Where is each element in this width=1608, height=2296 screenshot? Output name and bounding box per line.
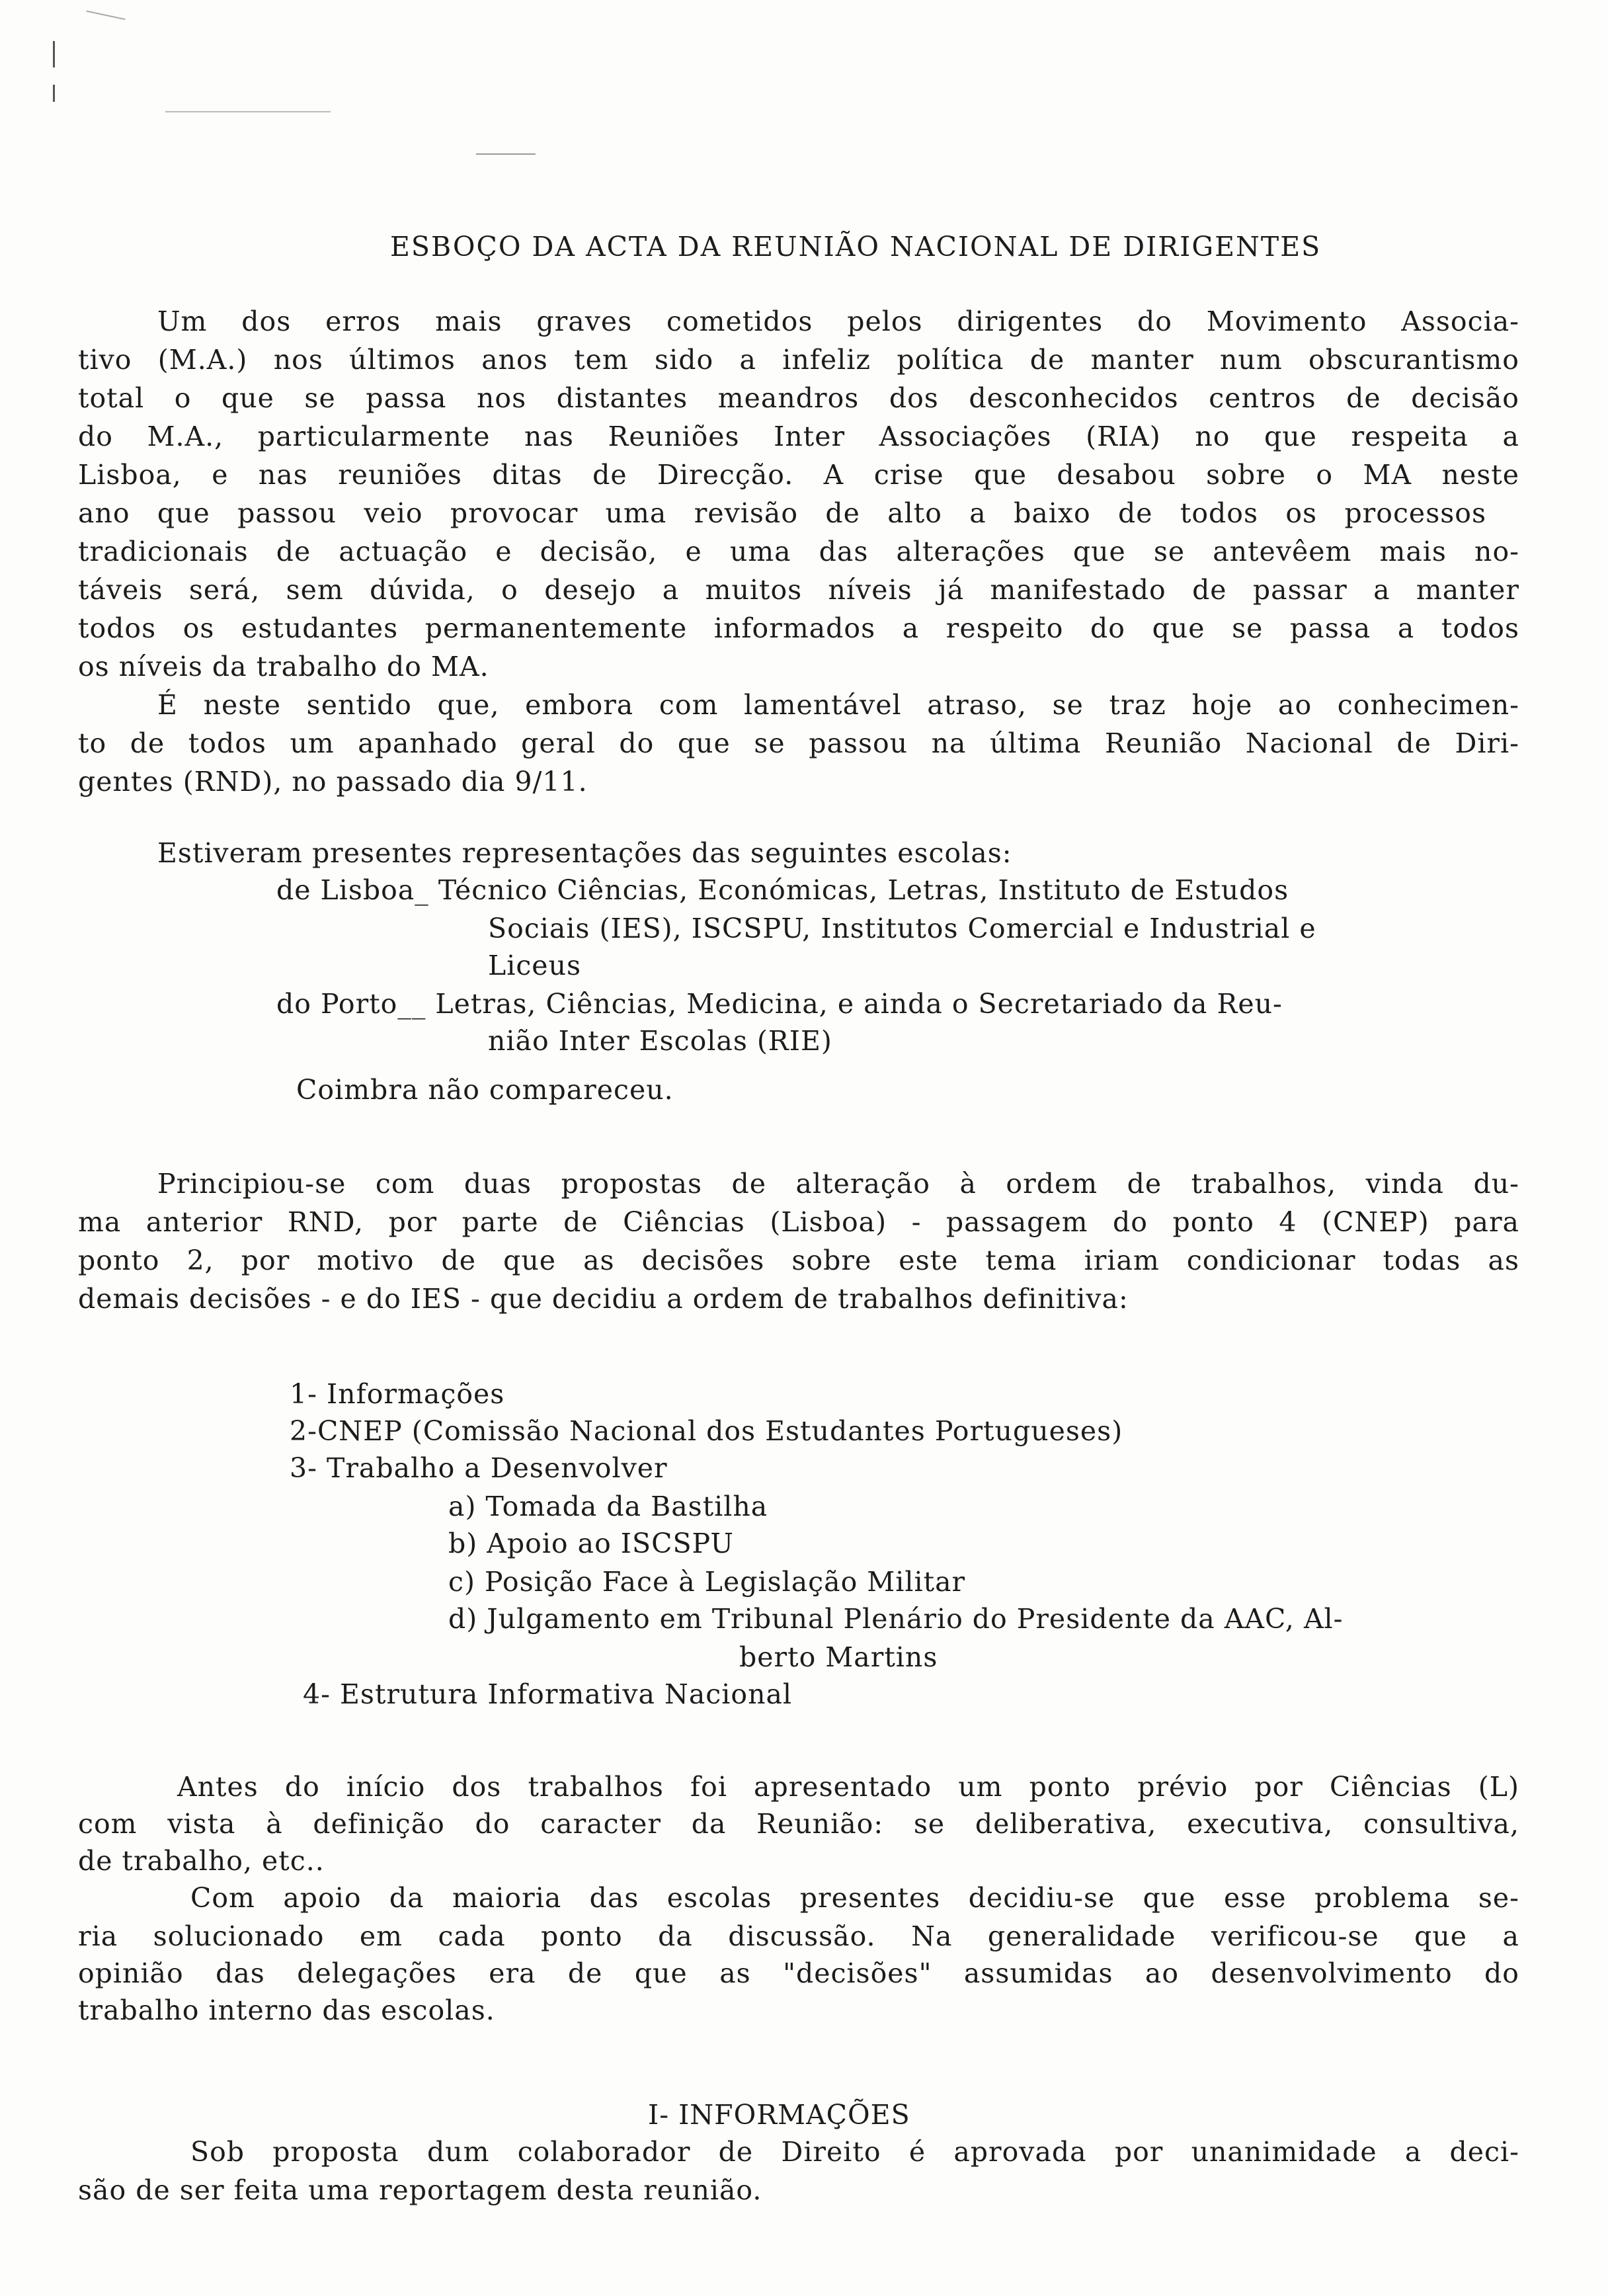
intro-line: ano que passou veio provocar uma revisão de alto a baixo de todos os processos (78, 497, 1486, 529)
presence-porto-line: do Porto__ Letras, Ciências, Medicina, e ainda o Secretariado da Reu- (276, 988, 1283, 1020)
support-line: ria solucionado em cada ponto da discussão. Na generalidade verificou-se que a (78, 1920, 1519, 1952)
sense-line: to de todos um apanhado geral do que se passou na última Reunião Nacional de Diri- (78, 727, 1519, 759)
intro-line: táveis será, sem dúvida, o desejo a muitos níveis já manifestado de passar a manter (78, 574, 1519, 606)
agenda-subitem: c) Posição Face à Legislação Militar (448, 1566, 966, 1598)
presence-coimbra: Coimbra não compareceu. (296, 1074, 674, 1106)
agenda-subitem: a) Tomada da Bastilha (448, 1491, 768, 1522)
presence-porto-line: nião Inter Escolas (RIE) (488, 1025, 832, 1057)
agenda-item: 1- Informações (290, 1378, 505, 1410)
agenda-paragraph-line: Principiou-se com duas propostas de alteração à ordem de trabalhos, vinda du- (157, 1168, 1519, 1200)
scan-mark (53, 41, 55, 67)
agenda-paragraph-line: ponto 2, por motivo de que as decisões sobre este tema iriam condicionar todas as (78, 1245, 1519, 1276)
scan-mark (165, 111, 331, 112)
agenda-subitem: berto Martins (739, 1641, 938, 1673)
section-heading: I- INFORMAÇÕES (648, 2099, 910, 2131)
intro-line: Um dos erros mais graves cometidos pelos dirigentes do Movimento Associa- (157, 306, 1519, 337)
presence-intro: Estiveram presentes representações das seguintes escolas: (157, 837, 1012, 869)
scan-mark (476, 153, 536, 155)
agenda-item: 2-CNEP (Comissão Nacional dos Estudantes Portugueses) (290, 1415, 1123, 1447)
section-line: são de ser feita uma reportagem desta reunião. (78, 2174, 762, 2206)
presence-lisboa-line: Liceus (488, 950, 582, 981)
agenda-item: 4- Estrutura Informativa Nacional (303, 1678, 793, 1710)
document-title: ESBOÇO DA ACTA DA REUNIÃO NACIONAL DE DIRIGENTES (390, 231, 1322, 263)
scan-mark (53, 85, 55, 102)
prior-line: Antes do início dos trabalhos foi apresentado um ponto prévio por Ciências (L) (177, 1771, 1519, 1803)
agenda-item: 3- Trabalho a Desenvolver (290, 1452, 668, 1484)
intro-line: tradicionais de actuação e decisão, e uma das alterações que se antevêem mais no- (78, 536, 1519, 567)
agenda-subitem: b) Apoio ao ISCSPU (448, 1528, 734, 1559)
scan-mark (86, 11, 125, 20)
intro-line: Lisboa, e nas reuniões ditas de Direcção. A crise que desabou sobre o MA neste (78, 459, 1519, 491)
sense-line: É neste sentido que, embora com lamentável atraso, se traz hoje ao conhecimen- (157, 689, 1519, 721)
agenda-paragraph-line: demais decisões - e do IES - que decidiu a ordem de trabalhos definitiva: (78, 1283, 1129, 1315)
intro-line: todos os estudantes permanentemente informados a respeito do que se passa a todos (78, 612, 1519, 644)
presence-lisboa-line: Sociais (IES), ISCSPU, Institutos Comercial e Industrial e (488, 913, 1316, 944)
prior-line: de trabalho, etc.. (78, 1845, 325, 1877)
sense-line: gentes (RND), no passado dia 9/11. (78, 766, 588, 798)
agenda-subitem: d) Julgamento em Tribunal Plenário do Presidente da AAC, Al- (448, 1603, 1344, 1635)
intro-line: os níveis da trabalho do MA. (78, 651, 489, 682)
prior-line: com vista à definição do caracter da Reunião: se deliberativa, executiva, consultiva, (78, 1808, 1519, 1840)
intro-line: do M.A., particularmente nas Reuniões Inter Associações (RIA) no que respeita a (78, 421, 1519, 452)
support-line: Com apoio da maioria das escolas presentes decidiu-se que esse problema se- (190, 1882, 1519, 1914)
intro-line: total o que se passa nos distantes meandros dos desconhecidos centros de decisão (78, 382, 1519, 414)
agenda-paragraph-line: ma anterior RND, por parte de Ciências (Lisboa) - passagem do ponto 4 (CNEP) para (78, 1206, 1519, 1238)
section-line: Sob proposta dum colaborador de Direito é aprovada por unanimidade a deci- (190, 2136, 1519, 2168)
support-line: opinião das delegações era de que as "decisões" assumidas ao desenvolvimento do (78, 1957, 1519, 1989)
support-line: trabalho interno das escolas. (78, 1994, 495, 2026)
intro-line: tivo (M.A.) nos últimos anos tem sido a infeliz política de manter num obscurantismo (78, 344, 1519, 376)
presence-lisboa-line: de Lisboa_ Técnico Ciências, Económicas, Letras, Instituto de Estudos (276, 874, 1289, 906)
